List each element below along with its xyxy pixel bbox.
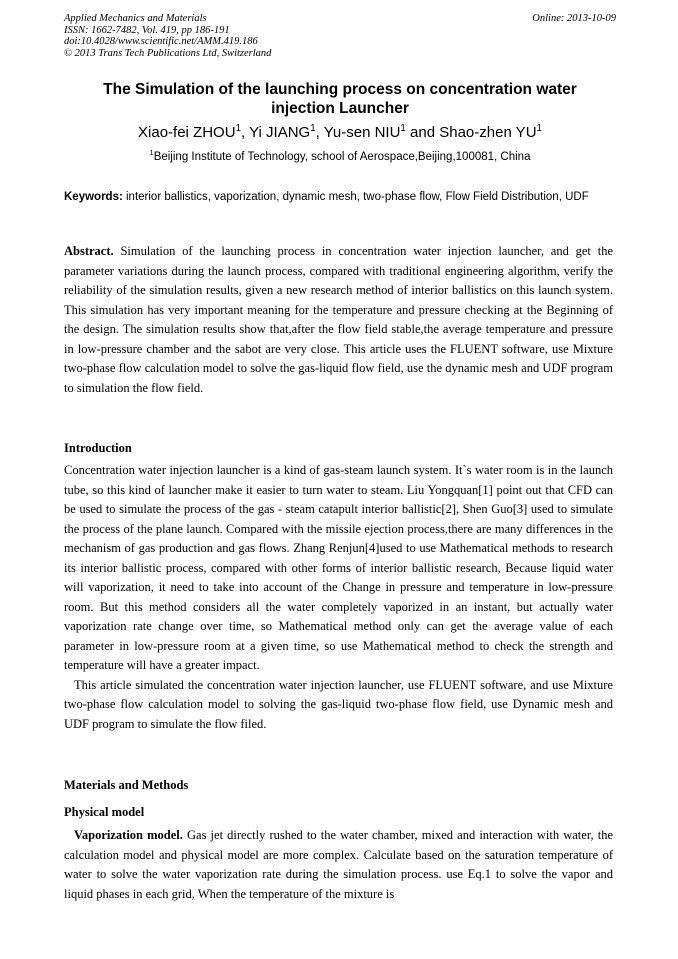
- keywords-text: interior ballistics, vaporization, dynamic mesh, two-phase flow, Flow Field Distribution, UDF: [122, 191, 589, 203]
- vaporization-model-label: Vaporization model.: [74, 828, 183, 842]
- author-affiliation-mark: 1: [235, 123, 241, 134]
- author-name: Xiao-fei ZHOU: [138, 124, 236, 141]
- journal-name: Applied Mechanics and Materials: [64, 13, 207, 24]
- doi-line: doi:10.4028/www.scientific.net/AMM.419.186: [64, 36, 258, 47]
- author-affiliation-mark: 1: [400, 123, 406, 134]
- journal-header: [64, 13, 616, 59]
- copyright-line: © 2013 Trans Tech Publications Ltd, Switzerland: [64, 47, 272, 59]
- section-heading-introduction: Introduction: [64, 441, 132, 455]
- keywords: [64, 188, 616, 207]
- section-heading-methods: Materials and Methods: [64, 778, 189, 792]
- author-name: Yu-sen NIU: [323, 124, 401, 141]
- paragraph: Concentration water injection launcher is a kind of gas-steam launch system. It`s water room is in the launch tube, so this kind of launcher make it easier to turn water to steam. Liu Yongquan[1] point out that CFD can be used to simulate the process of the gas - steam catapult interior ballistic[2], Shen Guo[3] used to simulate the process of the plane launch. Compared with the missile ejection process,there are many differences in the mechanism of gas production and gas flows. Zhang Renjun[4]used to use Mathematical methods to research its interior ballistic process, compared with other forms of interior ballistic research, Because liquid water will vaporization, it need to take into account of the Change in pressure and temperature in low-pressure room. But this method considers all the water completely vaporized in an instant, but actually water vaporization rate change over time, so Mathematical method only can get the average value of each parameter in low-pressure room at a given time, so use Mathematical method to check the strength and temperature will have a greater impact.: [64, 463, 613, 672]
- abstract: [64, 242, 613, 398]
- author-separator: ,: [315, 124, 324, 141]
- vaporization-model-body: [64, 826, 613, 904]
- introduction-body: [64, 461, 613, 734]
- subsection-heading-physical-model: Physical model: [64, 805, 145, 819]
- affiliation: [64, 150, 616, 164]
- vaporization-model-text: Gas jet directly rushed to the water chamber, mixed and interaction with water, the calculation model and physical model are more complex. Calculate based on the saturation temperature of water to solve the water vaporization rate during the simulation process. use Eq.1 to solve the vapor and liquid phases in each grid, When the temperature of the mixture is: [64, 828, 613, 901]
- affiliation-mark: 1: [149, 148, 154, 158]
- author-separator: ,: [241, 124, 250, 141]
- keywords-label: Keywords:: [64, 191, 123, 203]
- abstract-label: Abstract.: [64, 244, 114, 258]
- paragraph: This article simulated the concentration water injection launcher, use FLUENT software, and use Mixture two-phase flow calculation model to solving the gas-liquid two-phase flow field, use Dynamic mesh and UDF program to simulate the flow filed.: [64, 677, 613, 731]
- author-affiliation-mark: 1: [310, 123, 316, 134]
- abstract-text: Simulation of the launching process in concentration water injection launcher, and get the parameter variations during the launch process, compared with traditional engineering algorithm, verify the reliability of the simulation results, given a new research method of interior ballistics on this launch system. This simulation has very important meaning for the temperature and pressure checking at the Beginning of the design. The simulation results show that,after the flow field stable,the average temperature and pressure in low-pressure chamber and the sabot are very close. This article uses the FLUENT software, use Mixture two-phase flow calculation model to solve the gas-liquid flow field, use the dynamic mesh and UDF program to simulation the flow field.: [64, 244, 613, 395]
- author-name: Yi JIANG: [249, 124, 311, 141]
- affiliation-text: Beijing Institute of Technology, school of Aerospace,Beijing,100081, China: [153, 151, 531, 163]
- online-date: Online: 2013-10-09: [532, 13, 616, 24]
- issn-line: ISSN: 1662-7482, Vol. 419, pp 186-191: [64, 24, 230, 36]
- author-list: [64, 124, 616, 142]
- paper-title: The Simulation of the launching process on concentration water injection Launcher: [103, 81, 577, 117]
- author-affiliation-mark: 1: [536, 123, 542, 134]
- author-separator: and: [405, 124, 440, 141]
- author-name: Shao-zhen YU: [439, 124, 537, 141]
